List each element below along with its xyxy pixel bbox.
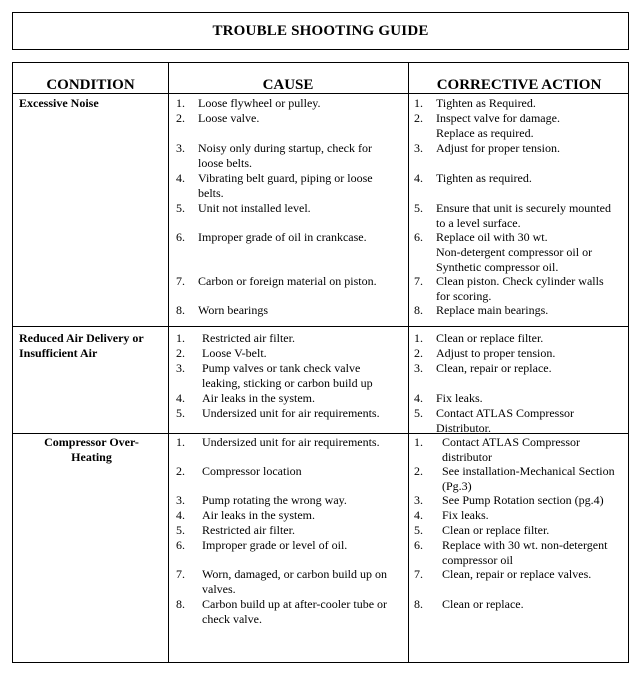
item-text <box>442 508 626 523</box>
item-text <box>442 597 626 612</box>
item-text <box>436 141 626 156</box>
item-text-line: Restricted air filter. <box>202 523 295 537</box>
item-text <box>436 230 626 275</box>
item-text-line: Worn, damaged, or carbon build up on <box>202 567 387 581</box>
item-number: 4. <box>414 391 423 405</box>
item-number: 3. <box>414 493 423 507</box>
item-number: 7. <box>176 567 185 581</box>
item-text <box>436 331 626 346</box>
item-text-line: Loose flywheel or pulley. <box>198 96 321 110</box>
item-text <box>202 493 404 508</box>
item-text <box>202 391 404 406</box>
header-cause: CAUSE <box>262 77 314 93</box>
item-number: 1. <box>176 96 185 110</box>
condition-line: Heating <box>71 450 112 464</box>
item-text-line: Replace with 30 wt. non-detergent <box>442 538 608 552</box>
item-text-line: Fix leaks. <box>436 391 483 405</box>
item-text-line: Non-detergent compressor oil or <box>436 245 593 259</box>
item-number: 5. <box>176 523 185 537</box>
item-text-line: Unit not installed level. <box>198 201 311 215</box>
item-number: 8. <box>414 597 423 611</box>
item-text <box>436 274 626 304</box>
item-text-line: Ensure that unit is securely mounted <box>436 201 611 215</box>
item-number: 3. <box>176 493 185 507</box>
item-number: 1. <box>176 435 185 449</box>
item-text <box>436 303 626 318</box>
item-number: 5. <box>414 406 423 420</box>
item-text-line: Replace main bearings. <box>436 303 549 317</box>
item-text-line: Air leaks in the system. <box>202 508 315 522</box>
item-text <box>202 346 404 361</box>
item-text-line: Clean piston. Check cylinder walls <box>436 274 604 288</box>
item-text <box>436 361 626 376</box>
condition-line: Compressor Over- <box>44 435 139 449</box>
item-text-line: Noisy only during startup, check for <box>198 141 372 155</box>
item-number: 6. <box>414 538 423 552</box>
item-text-line: Vibrating belt guard, piping or loose <box>198 171 373 185</box>
item-text <box>198 111 404 126</box>
header-corrective-action: CORRECTIVE ACTION <box>436 77 602 93</box>
condition-label <box>19 331 164 361</box>
item-text-line: Adjust for proper tension. <box>436 141 560 155</box>
item-number: 5. <box>176 201 185 215</box>
item-number: 1. <box>176 331 185 345</box>
item-number: 5. <box>176 406 185 420</box>
item-number: 3. <box>176 361 185 375</box>
item-text-line: Clean or replace filter. <box>442 523 550 537</box>
item-text <box>202 361 404 391</box>
item-text <box>442 493 626 508</box>
item-text <box>202 538 404 553</box>
item-text-line: Air leaks in the system. <box>202 391 315 405</box>
item-number: 4. <box>176 508 185 522</box>
item-number: 8. <box>176 597 185 611</box>
item-text-line: Carbon build up at after-cooler tube or <box>202 597 388 611</box>
item-text-line: to a level surface. <box>436 216 521 230</box>
item-number: 1. <box>414 435 423 449</box>
item-text-line: Pump rotating the wrong way. <box>202 493 347 507</box>
item-text-line: Improper grade of oil in crankcase. <box>198 230 367 244</box>
item-text <box>198 96 404 111</box>
item-text <box>442 523 626 538</box>
item-text <box>442 464 626 494</box>
item-text <box>436 406 626 436</box>
item-text <box>436 391 626 406</box>
item-text <box>442 435 626 465</box>
item-text <box>198 171 404 201</box>
item-text-line: (Pg.3) <box>442 479 472 493</box>
item-text <box>202 406 404 421</box>
item-number: 2. <box>414 111 423 125</box>
item-text-line: Loose V-belt. <box>202 346 267 360</box>
item-text-line: valves. <box>202 582 236 596</box>
item-text-line: Tighten as Required. <box>436 96 536 110</box>
item-text <box>442 567 626 582</box>
item-text <box>202 508 404 523</box>
item-number: 1. <box>414 96 423 110</box>
item-number: 6. <box>176 230 185 244</box>
item-text-line: Clean or replace. <box>442 597 524 611</box>
header-condition: CONDITION <box>46 77 135 93</box>
troubleshooting-table <box>12 62 629 663</box>
condition-line: Insufficient Air <box>19 346 98 360</box>
item-number: 3. <box>414 141 423 155</box>
item-number: 5. <box>414 201 423 215</box>
item-text-line: Clean, repair or replace. <box>436 361 552 375</box>
item-text-line: Fix leaks. <box>442 508 489 522</box>
item-text-line: Undersized unit for air requirements. <box>202 435 380 449</box>
item-text-line: See Pump Rotation section (pg.4) <box>442 493 604 507</box>
item-number: 7. <box>414 567 423 581</box>
item-text <box>198 201 404 216</box>
item-text <box>202 597 404 627</box>
condition-label <box>19 435 164 465</box>
item-text-line: for scoring. <box>436 289 492 303</box>
item-text <box>442 538 626 568</box>
item-text <box>436 171 626 186</box>
item-text <box>198 141 404 171</box>
item-text <box>436 201 626 231</box>
item-number: 8. <box>176 303 185 317</box>
item-text-line: check valve. <box>202 612 262 626</box>
item-text <box>198 303 404 318</box>
item-text-line: Synthetic compressor oil. <box>436 260 559 274</box>
item-text-line: Compressor location <box>202 464 302 478</box>
item-text-line: loose belts. <box>198 156 252 170</box>
item-text <box>436 111 626 141</box>
item-text-line: leaking, sticking or carbon build up <box>202 376 373 390</box>
item-number: 2. <box>414 464 423 478</box>
item-text-line: compressor oil <box>442 553 513 567</box>
item-text <box>202 567 404 597</box>
item-text-line: Restricted air filter. <box>202 331 295 345</box>
item-number: 4. <box>414 508 423 522</box>
item-text-line: Worn bearings <box>198 303 269 317</box>
item-number: 7. <box>176 274 185 288</box>
item-number: 4. <box>176 171 185 185</box>
item-number: 4. <box>176 391 185 405</box>
item-text-line: Improper grade or level of oil. <box>202 538 348 552</box>
condition-label <box>19 96 164 111</box>
item-number: 1. <box>414 331 423 345</box>
item-text <box>436 346 626 361</box>
item-text-line: distributor <box>442 450 492 464</box>
item-number: 3. <box>176 141 185 155</box>
item-text-line: Clean, repair or replace valves. <box>442 567 592 581</box>
item-number: 2. <box>176 346 185 360</box>
item-number: 2. <box>414 346 423 360</box>
item-text-line: Loose valve. <box>198 111 260 125</box>
item-number: 8. <box>414 303 423 317</box>
item-text-line: Tighten as required. <box>436 171 532 185</box>
item-text <box>202 523 404 538</box>
column-divider <box>408 63 409 662</box>
condition-line: Reduced Air Delivery or <box>19 331 144 345</box>
item-number: 3. <box>414 361 423 375</box>
item-text <box>198 230 404 245</box>
item-text-line: Adjust to proper tension. <box>436 346 556 360</box>
item-number: 6. <box>176 538 185 552</box>
section-divider <box>13 326 628 327</box>
item-text-line: Distributor. <box>436 421 492 435</box>
column-divider <box>168 63 169 662</box>
item-text-line: Pump valves or tank check valve <box>202 361 361 375</box>
item-text-line: Contact ATLAS Compressor <box>436 406 574 420</box>
item-text-line: Inspect valve for damage. <box>436 111 560 125</box>
item-text <box>198 274 404 289</box>
item-text-line: Contact ATLAS Compressor <box>442 435 580 449</box>
item-text-line: Replace as required. <box>436 126 534 140</box>
item-text-line: See installation-Mechanical Section <box>442 464 615 478</box>
item-number: 4. <box>414 171 423 185</box>
item-text <box>436 96 626 111</box>
item-number: 5. <box>414 523 423 537</box>
item-text-line: Clean or replace filter. <box>436 331 544 345</box>
item-number: 6. <box>414 230 423 244</box>
item-text-line: belts. <box>198 186 224 200</box>
item-text <box>202 464 404 479</box>
item-number: 2. <box>176 464 185 478</box>
item-number: 7. <box>414 274 423 288</box>
item-number: 2. <box>176 111 185 125</box>
item-text-line: Undersized unit for air requirements. <box>202 406 380 420</box>
page-title: TROUBLE SHOOTING GUIDE <box>12 12 629 50</box>
item-text <box>202 435 404 450</box>
item-text-line: Replace oil with 30 wt. <box>436 230 548 244</box>
item-text <box>202 331 404 346</box>
condition-line: Excessive Noise <box>19 96 99 110</box>
item-text-line: Carbon or foreign material on piston. <box>198 274 377 288</box>
